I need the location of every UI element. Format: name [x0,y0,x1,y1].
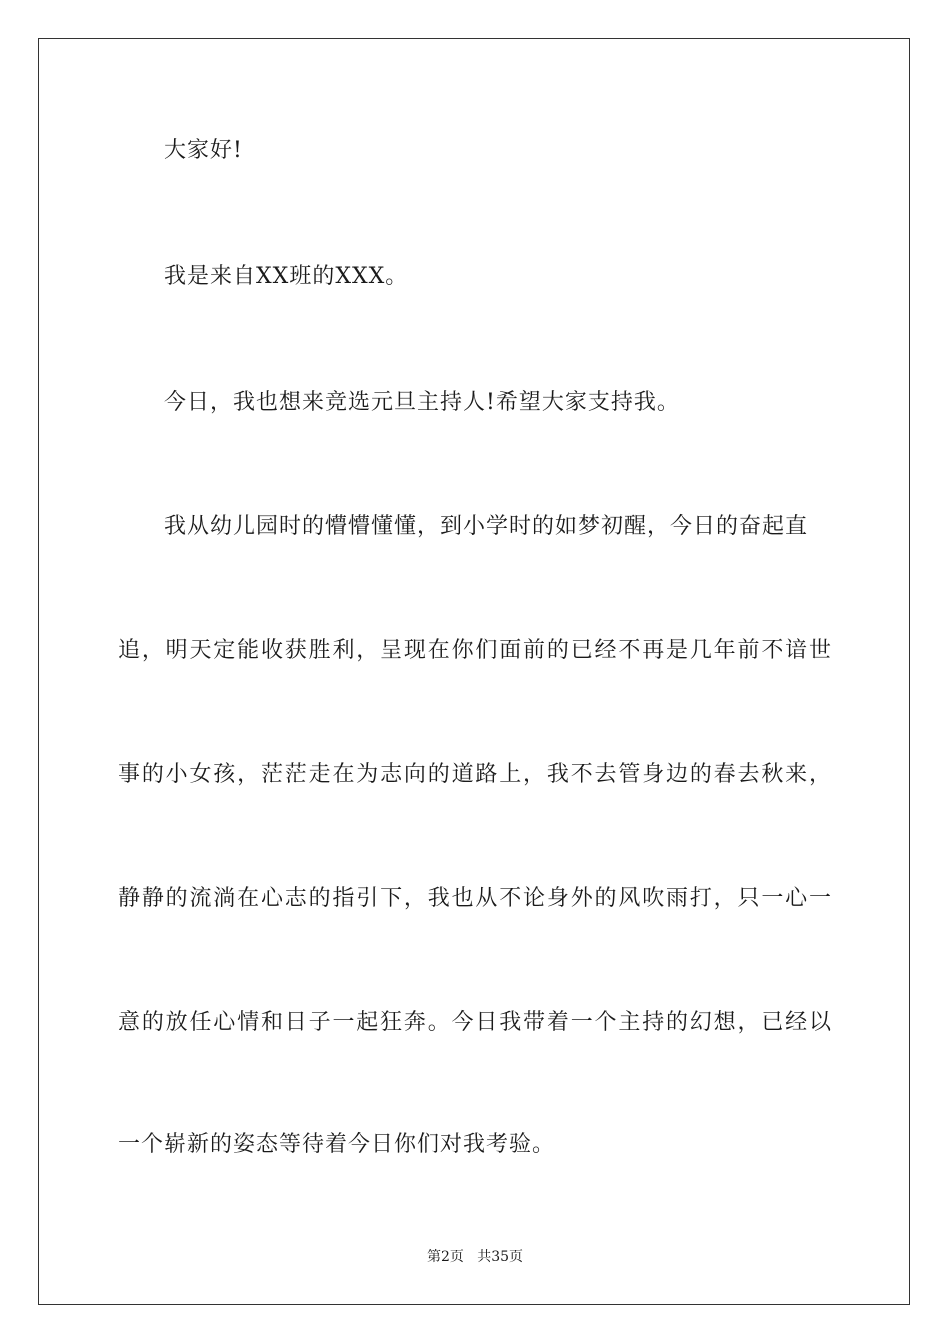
purpose-paragraph: 今日，我也想来竞选元旦主持人!希望大家支持我。 [164,390,680,415]
body-line-4: 静静的流淌在心志的指引下，我也从不论身外的风吹雨打，只一心一 [118,886,832,911]
body-line-3: 事的小女孩，茫茫走在为志向的道路上，我不去管身边的春去秋来， [118,762,832,787]
body-line-5: 意的放任心情和日子一起狂奔。今日我带着一个主持的幻想，已经以 [118,1010,832,1035]
intro-paragraph: 我是来自XX班的XXX。 [164,264,409,289]
body-line-1: 我从幼儿园时的懵懵懂懂，到小学时的如梦初醒，今日的奋起直 [164,514,809,539]
body-line-6: 一个崭新的姿态等待着今日你们对我考验。 [118,1132,556,1157]
page-border [38,38,910,1305]
greeting-paragraph: 大家好! [164,138,243,163]
body-line-2: 追，明天定能收获胜利，呈现在你们面前的已经不再是几年前不谙世 [118,638,832,663]
page-number-footer: 第2页 共35页 [426,1249,524,1265]
